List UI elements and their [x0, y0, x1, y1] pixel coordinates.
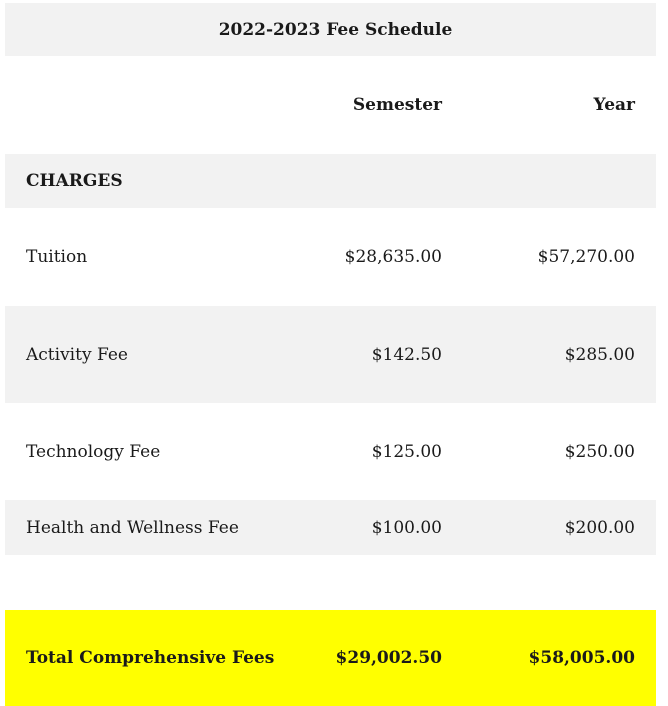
fee-schedule-table	[5, 3, 656, 706]
spacer-row	[5, 555, 656, 610]
row-year-amount: $250.00	[564, 441, 635, 462]
total-label: Total Comprehensive Fees	[26, 648, 275, 668]
row-year-amount: $57,270.00	[537, 247, 635, 267]
table-row	[5, 306, 656, 403]
table-row	[5, 208, 656, 306]
table-row	[5, 403, 656, 500]
section-header-row	[5, 154, 656, 208]
row-year-amount: $285.00	[564, 344, 635, 365]
row-label: Health and Wellness Fee	[26, 517, 239, 538]
total-row	[5, 610, 656, 706]
column-header-row	[5, 56, 656, 154]
header-semester: Semester	[352, 95, 442, 115]
row-label: Tuition	[26, 247, 88, 267]
table-row	[5, 500, 656, 555]
row-label: Technology Fee	[26, 441, 161, 462]
row-semester-amount: $28,635.00	[344, 247, 442, 267]
row-semester-amount: $142.50	[371, 344, 442, 365]
total-year-amount: $58,005.00	[528, 648, 635, 668]
row-semester-amount: $100.00	[371, 517, 442, 538]
row-year-amount: $200.00	[564, 517, 635, 538]
header-year: Year	[593, 95, 635, 115]
table-title-row	[5, 3, 656, 56]
row-semester-amount: $125.00	[371, 441, 442, 462]
section-label-charges: CHARGES	[26, 171, 123, 191]
row-label: Activity Fee	[26, 344, 128, 365]
table-title: 2022-2023 Fee Schedule	[218, 19, 453, 40]
total-semester-amount: $29,002.50	[335, 648, 442, 668]
